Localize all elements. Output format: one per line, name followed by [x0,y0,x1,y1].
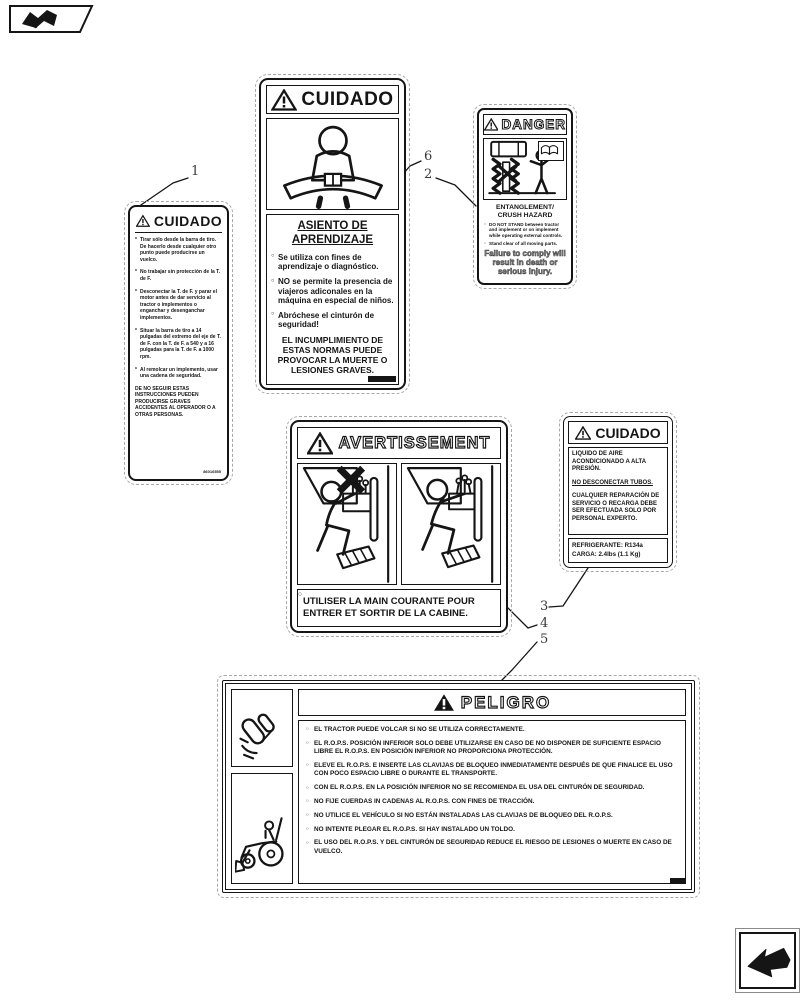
safety-item: ○ NO FIJE CUERDAS IN CADENAS AL R.O.P.S. CON FINES DE TRACCIÓN. [306,798,678,806]
safety-item: ○ EL TRACTOR PUEDE VOLCAR SI NO SE UTILIZA CORRECTAMENTE. [306,726,678,734]
callout-3: 3 [540,599,549,614]
decal-body [298,720,686,884]
decal-title: CUIDADO [301,88,394,110]
pictogram-row [297,463,501,585]
warning-triangle-icon [136,214,150,228]
decal-body [135,233,222,476]
decal-footer-warning: EL INCUMPLIMIENTO DE ESTAS NORMAS PUEDE PROVOCAR LA MUERTE O LESIONES GRAVES. [277,334,388,376]
part-number-chip [368,376,396,382]
safety-item: * Situar la barra de tiro a 14 pulgadas del extremo del eje de T. de F. con la T. de F. a 540 y a 16 pulgadas para la T. de F. a 1000 rpm. [135,328,222,361]
safety-item: ○ ELEVE EL R.O.P.S. E INSERTE LAS CLAVIJAS DE BLOQUEO INMEDIATAMENTE DESPUÉS DE QUE FINALICE EL USO CON POCO ESPACIO LIBRE O DURANTE EL TRANSPORTE. [306,762,678,779]
safety-item: ○ NO UTILICE EL VEHÍCULO SI NO ESTÁN INSTALADAS LAS CLAVIJAS DE BLOQUEO DEL R.O.P.S. [306,812,678,820]
safety-item: ○ EL USO DEL R.O.P.S. Y DEL CINTURÓN DE SEGURIDAD REDUCE EL RIESGO DE LESIONES O MUERTE EN CASO DE VUELCO. [306,839,678,856]
entanglement-pictogram [483,138,567,200]
safety-item: ○ NO se permite la presencia de viajeros adiconales en la máquina en especial de niños. [271,277,394,306]
safety-item: * Tirar sólo desde la barra de tiro. De hacerlo desde cualquier otro punto puede producirse un vuelco. [135,237,222,263]
warning-triangle-icon [575,426,591,440]
callout-2: 2 [424,167,433,182]
decal-header [568,421,668,444]
decal-instruction: ○ UTILISER LA MAIN COURANTE POUR ENTRER ET SORTIR DE LA CABINE. [297,589,501,627]
safety-item: ○ CON EL R.O.P.S. EN LA POSICIÓN INFERIOR NO SE RECOMIENDA EL USA DEL CINTURÓN DE SEGURIDAD. [306,784,678,792]
seatbelt-pictogram [266,118,399,210]
part-number-chip [670,878,686,884]
correct-entry-pictogram [401,463,501,585]
warning-triangle-icon [484,118,498,131]
decal-danger-entanglement [477,108,573,285]
decal-avertissement-cab [290,420,508,633]
safety-item: ○ DO NOT STAND between tractor and implement or on implement while operating external controls. [484,222,566,239]
decal-heading: ENTANGLEMENT/ CRUSH HAZARD [495,204,555,219]
warning-triangle-icon [271,89,297,111]
warning-triangle-icon [433,693,455,712]
decal-heading: ASIENTO DE APRENDIZAJE [291,220,374,247]
decal-body [483,203,567,279]
callout-4: 4 [540,616,549,631]
safety-line: NO DESCONECTAR TUBOS. [572,479,653,486]
loader-tractor-pictogram [231,773,293,884]
decal-body [266,214,399,385]
decal-part-number: 86016555 [203,468,221,474]
refrigerant-charge: CARGA: 2.4lbs (1.1 Kg) [572,550,641,558]
safety-line: LIQUIDO DE AIRE ACONDICIONADO A ALTA PRESIÓN. [572,451,646,473]
manual-book-icon [538,141,564,161]
decal-peligro-rops [222,680,695,893]
decal-title: DANGER [501,117,566,132]
decal-inner-frame [225,683,692,890]
back-arrow-icon [745,941,791,981]
callout-6: 6 [424,149,433,164]
decal-header [135,210,222,233]
safety-item: ○ Abróchese el cinturón de seguridad! [271,311,394,330]
warning-triangle-icon [307,432,333,455]
text-column [298,689,686,884]
decal-header [297,427,501,459]
safety-item: * Desconectar la T. de F. y parar el motor antes de dar servicio al tractor o implementos o enganchar y desenganchar implementos. [135,289,222,322]
back-arrow-frame [739,932,796,989]
wrong-entry-pictogram [297,463,397,585]
safety-line: CUALQUIER REPARACIÓN DE SERVICIO O RECARGA DEBE SER EFECTUADA SOLO POR PERSONAL EXPERTO. [572,493,660,522]
decal-footer-warning: Failure to comply will result in death or serious injury. [484,248,566,277]
safety-item: ○ NO INTENTE PLEGAR EL R.O.P.S. SI HAY INSTALADO UN TOLDO. [306,826,678,834]
decal-title: PELIGRO [460,692,552,712]
refrigerant-type: REFRIGERANTE: R134a [572,542,643,550]
callout-1: 1 [191,164,200,179]
pictogram-column [231,689,293,884]
decal-header [483,114,567,135]
decal-cuidado-pto [128,205,229,481]
decal-ac-cuidado [563,416,673,568]
refrigerant-info [568,538,668,563]
decal-title: CUIDADO [595,424,661,441]
safety-item: * Al remolcar un implemento, usar una cadena de seguridad. [135,367,222,380]
decal-footer-warning: DE NO SEGUIR ESTAS INSTRUCCIONES PUEDEN PRODUCIRSE GRAVES ACCIDENTES AL OPERADOR O A OTRAS PERSONAS. [135,385,216,419]
safety-item: * No trabajar sin protección de la T. de F. [135,269,222,282]
callout-5: 5 [540,632,549,647]
back-navigation-button[interactable] [735,928,800,993]
decal-header [266,85,399,114]
decal-title: AVERTISSEMENT [338,433,491,452]
decal-header [298,689,686,716]
decal-training-seat [259,78,406,390]
safety-item: ○ Se utiliza con fines de aprendizaje o diagnóstico. [271,253,394,272]
decal-body [568,447,668,535]
safety-item: ○ EL R.O.P.S. POSICIÓN INFERIOR SOLO DEBE UTILIZARSE EN CASO DE NO DISPONER DE SUFICIENTE ESPACIO LIBRE EL R.O.P.S. EN POSICIÓN INFERIOR NO PROPORCIONA PROTECCIÓN. [306,740,678,757]
safety-item: ○ Stand clear of all moving parts. [484,241,566,247]
decal-title: CUIDADO [153,213,222,229]
rollover-pictogram [231,689,293,767]
